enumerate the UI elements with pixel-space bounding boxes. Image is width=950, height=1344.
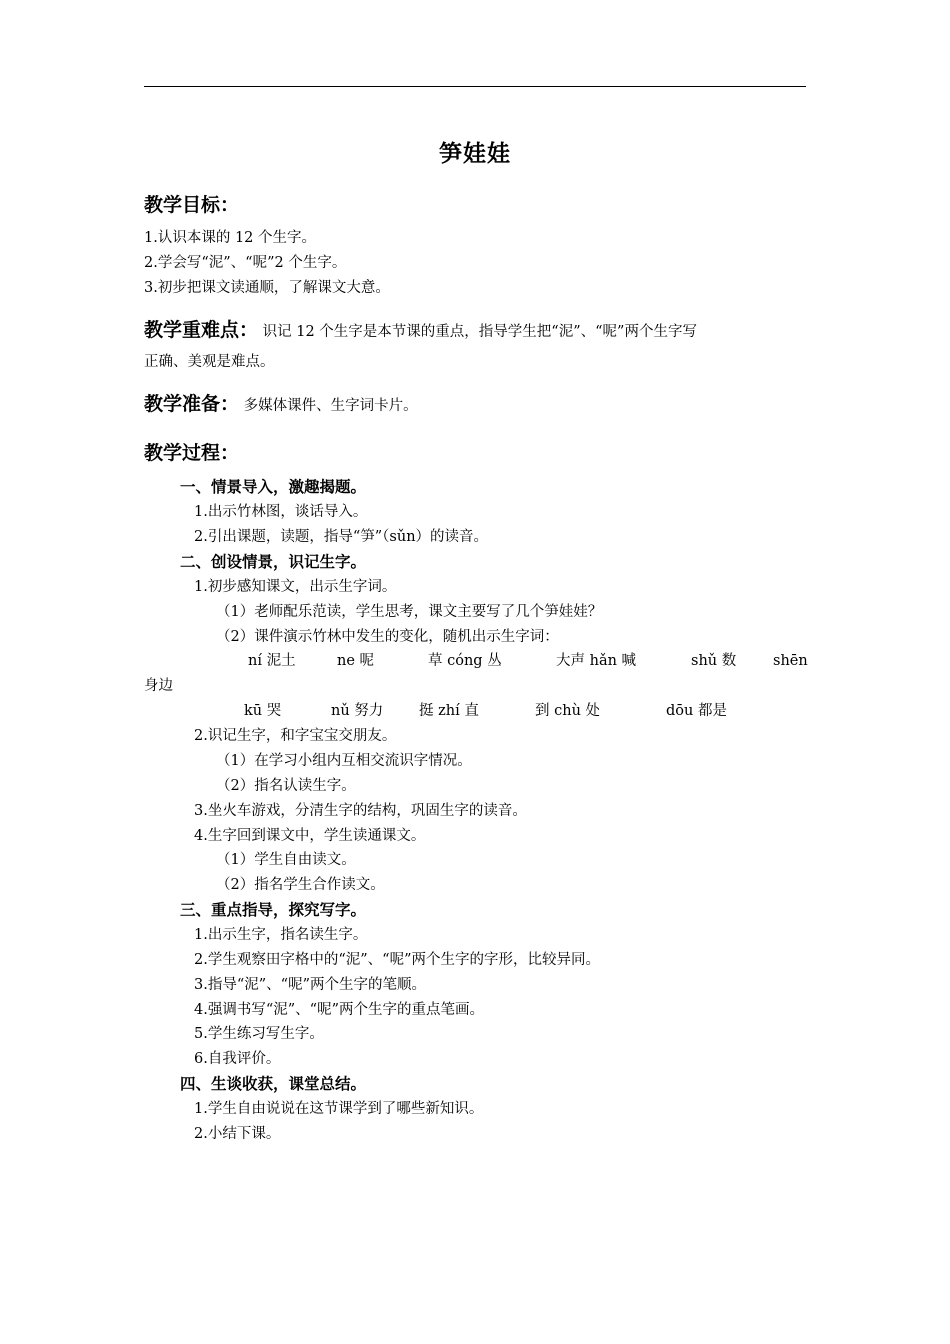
list-item: 6.自我评价。 (194, 1051, 281, 1067)
list-item: 4.强调书写“泥”、“呢”两个生字的重点笔画。 (194, 1002, 484, 1018)
list-item: 5.学生练习写生字。 (194, 1026, 324, 1042)
list-item: 2.学生观察田字格中的“泥”、“呢”两个生字的字形，比较异同。 (194, 952, 600, 968)
vocab-word: nǔ 努力 (331, 703, 384, 719)
key-points-line (144, 315, 697, 342)
list-item: 1.出示竹林图，谈话导入。 (194, 504, 368, 520)
list-item: 2.识记生字，和字宝宝交朋友。 (194, 728, 397, 744)
vocab-word: shēn (773, 653, 808, 669)
sub-item: （2）指名学生合作读文。 (216, 877, 385, 893)
list-item: 2.引出课题，读题，指导“笋”（sǔn）的读音。 (194, 529, 489, 545)
sub-item: （1）学生自由读文。 (216, 852, 356, 868)
header-rule (144, 86, 806, 87)
section-title: 一、情景导入，激趣揭题。 (180, 478, 367, 496)
vocab-word: kū 哭 (244, 703, 282, 719)
vocab-word-wrap: 身边 (144, 678, 173, 694)
list-item: 1.学生自由说说在这节课学到了哪些新知识。 (194, 1101, 484, 1117)
sub-item: （2）课件演示竹林中发生的变化，随机出示生字词： (216, 629, 559, 645)
list-item: 3.指导“泥”、“呢”两个生字的笔顺。 (194, 977, 426, 993)
vocab-word: dōu 都是 (666, 703, 727, 719)
sub-item: （2）指名认读生字。 (216, 778, 356, 794)
objective-item: 2.学会写“泥”、“呢”2 个生字。 (144, 255, 347, 271)
objective-item: 1.认识本课的 12 个生字。 (144, 230, 317, 246)
vocab-word: shǔ 数 (691, 653, 737, 669)
vocab-word: 到 chù 处 (535, 703, 601, 719)
list-item: 3.坐火车游戏，分清生字的结构，巩固生字的读音。 (194, 803, 527, 819)
section-title: 四、生谈收获，课堂总结。 (180, 1075, 367, 1093)
key-points-label: 教学重难点： (144, 319, 259, 341)
vocab-word: ní 泥土 (248, 653, 296, 669)
sub-item: （1）在学习小组内互相交流识字情况。 (216, 753, 472, 769)
vocab-word: 大声 hǎn 喊 (556, 653, 637, 669)
sub-item: （1）老师配乐范读，学生思考，课文主要写了几个笋娃娃？ (216, 604, 603, 620)
list-item: 4.生字回到课文中，学生读通课文。 (194, 828, 426, 844)
list-item: 2.小结下课。 (194, 1126, 281, 1142)
section-title: 三、重点指导，探究写字。 (180, 901, 367, 919)
preparation-label: 教学准备： (144, 393, 240, 415)
key-points-text: 识记 12 个生字是本节课的重点，指导学生把“泥”、“呢”两个生字写 (258, 324, 697, 340)
objectives-heading: 教学目标： (144, 194, 240, 216)
document-title: 笋娃娃 (439, 141, 511, 167)
preparation-line (144, 389, 418, 416)
list-item: 1.出示生字，指名读生字。 (194, 927, 368, 943)
key-points-text-cont: 正确、美观是难点。 (144, 354, 275, 370)
objective-item: 3.初步把课文读通顺，了解课文大意。 (144, 280, 390, 296)
vocab-word: 草 cóng 丛 (428, 653, 502, 669)
list-item: 1.初步感知课文，出示生字词。 (194, 579, 397, 595)
vocab-word: ne 呢 (337, 653, 375, 669)
process-heading: 教学过程： (144, 442, 240, 464)
section-title: 二、创设情景，识记生字。 (180, 553, 367, 571)
vocab-word: 挺 zhí 直 (419, 703, 479, 719)
preparation-text: 多媒体课件、生字词卡片。 (239, 398, 418, 414)
